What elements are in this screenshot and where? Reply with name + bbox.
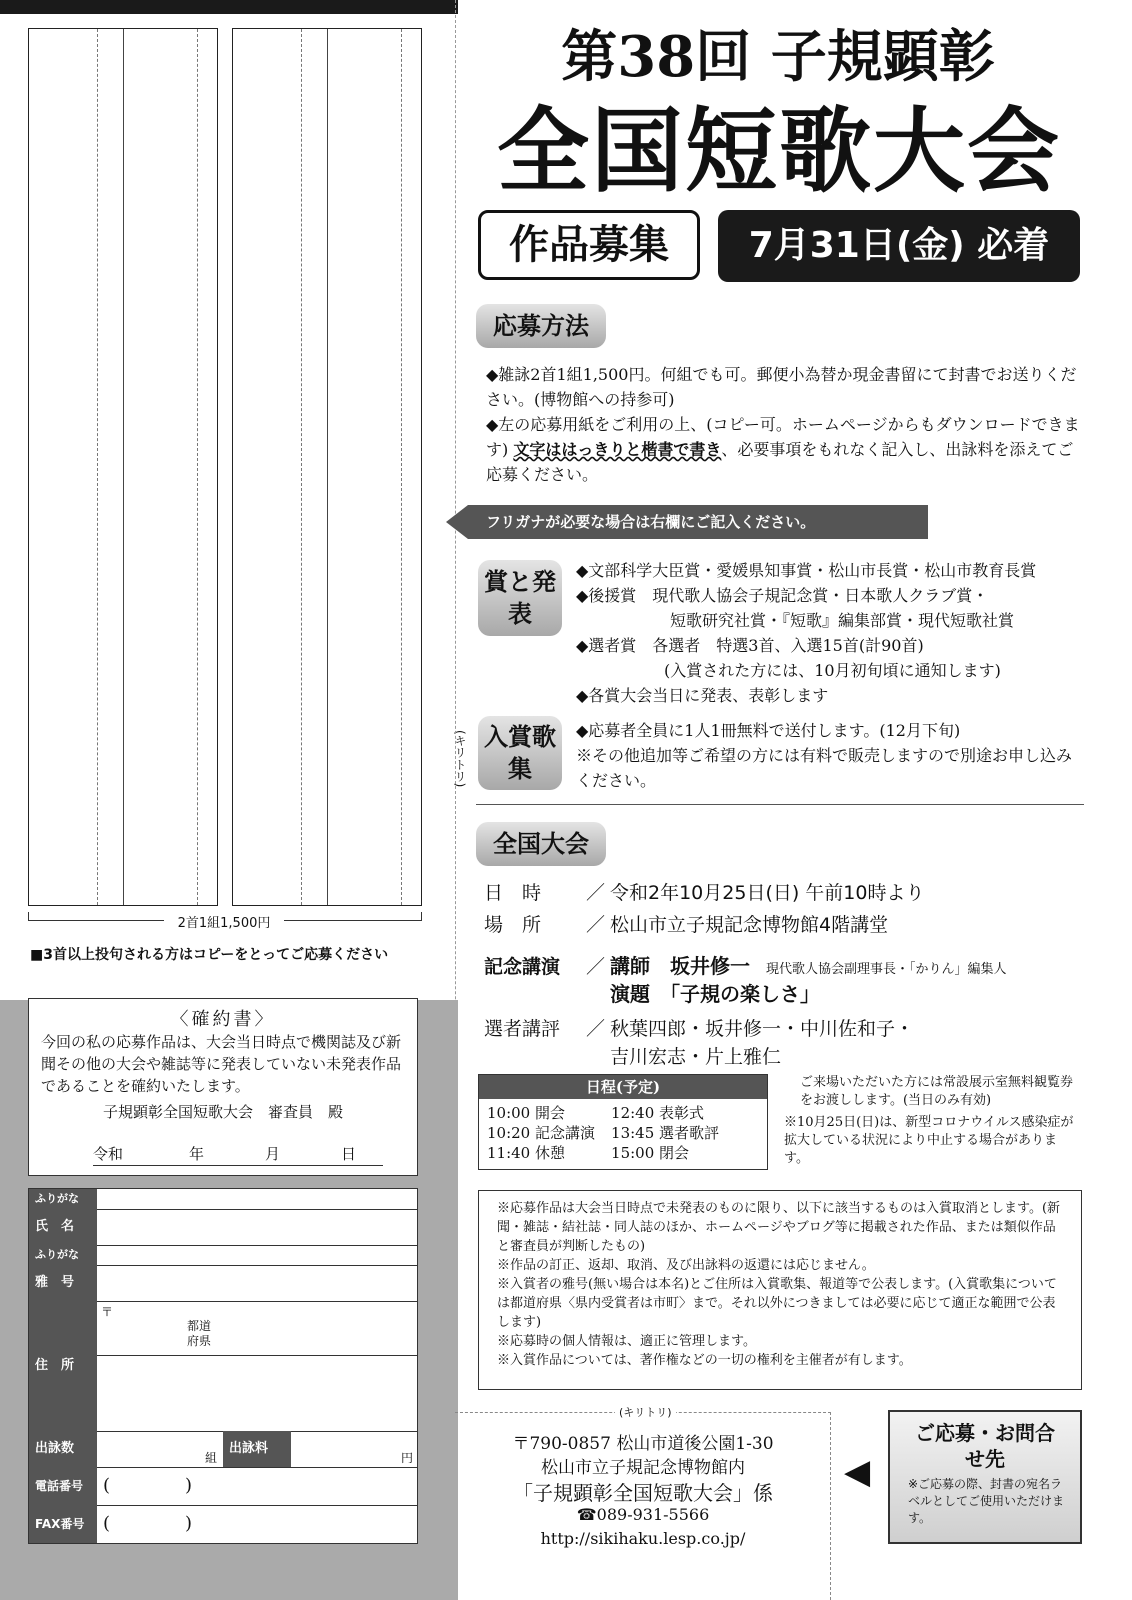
contact-tel: ☎089-931-5566 [576,1505,710,1524]
date-year: 年 [189,1145,205,1163]
awards-heading: 賞と発表 [478,560,562,636]
schedule-item: 10:20 記念講演 [487,1124,596,1142]
application-heading: 応募方法 [476,304,606,348]
slash-2: ／ [586,914,606,936]
schedule-note-1: ご来場いただいた方には常設展示室無料観覧券をお渡しします。(当日のみ有効) [800,1075,1074,1108]
schedule-item: 11:40 休憩 [487,1144,566,1162]
fax-field[interactable]: FAX番号 ( ) [29,1505,417,1543]
cut-label-vertical: (キリトリ) [441,730,469,787]
review-label: 選者講評 [484,1018,561,1040]
slip-caption: 2首1組1,500円 [164,912,284,931]
application-item-2a: ◆左の応募用紙をご利用の上、(コピー可。ホームページからもダウンロードできます) [486,415,1080,459]
contact-box-note: ※ご応募の際、封書の宛名ラベルとしてご使用いただけます。 [908,1477,1065,1525]
awards-line-6: ◆各賞大会当日に発表、表彰します [576,686,829,705]
schedule-item: 13:45 選者歌評 [611,1124,720,1142]
contact-url: http://sikihaku.lesp.co.jp/ [540,1529,746,1548]
pledge-addressee: 子規顕彰全国短歌大会 審査員 殿 [102,1103,343,1121]
phone-field[interactable]: 電話番号 ( ) [29,1467,417,1506]
note-item: ※応募作品は大会当日時点で未発表のものに限り、以下に該当するものは入賞取消とします。(新聞・雑誌・結社誌・同人誌のほか、ホームページやブログ等に掲載された作品、または類似作品と審査員が判断したもの) [497,1201,1061,1254]
name-field[interactable]: 氏 名 [29,1209,417,1246]
schedule-note-2: ※10月25日(日)は、新型コロナウイルス感染症が拡大している状況により中止する場合があります。 [784,1115,1074,1166]
note-item: ※入賞者の雅号(無い場合は本名)とご住所は入賞歌集、報道等で公表します。(入賞歌集については都道府県〈県内受賞者は市町〉まで。それ以外につきましては必要に応じて適正な範囲で公表します) [497,1277,1057,1330]
note-item: ※入賞作品については、著作権などの一切の権利を主催者が有します。 [497,1353,912,1368]
slash-3: ／ [586,956,606,978]
contact-dept: 「子規顕彰全国短歌大会」係 [513,1481,773,1505]
lecturer: 講師 坂井修一 [610,954,750,978]
application-item-2c: 、必要事項をもれなく記入し、出詠料を添えてご応募ください。 [486,440,1074,484]
schedule-title: 日程(予定) [479,1075,767,1099]
phone-paren-open: ( [103,1475,111,1496]
reviewers-2: 吉川宏志・片上雅仁 [610,1046,782,1068]
awards-line-5: (入賞された方には、10月初旬頃に通知します) [664,661,1001,680]
schedule-item: 12:40 表彰式 [611,1104,705,1122]
slash-4: ／ [586,1018,606,1040]
schedule-item: 15:00 閉会 [611,1144,690,1162]
reviewers-1: 秋葉四郎・坂井修一・中川佐和子・ [610,1018,915,1040]
count-unit: 組 [205,1451,218,1465]
title-line-1: 第38回 子規顕彰 [561,24,995,90]
arrow-note-shape [446,505,468,539]
awards-line-4: ◆選者賞 各選者 特選3首、入選15首(計90首) [576,636,924,655]
date-era: 令和 [93,1145,124,1163]
contact-box [888,1410,1082,1544]
address-label [455,1406,831,1600]
awards-line-3: 短歌研究社賞・『短歌』編集部賞・現代短歌社賞 [670,611,1015,630]
cut-label-horizontal: (キリトリ) [615,1404,676,1420]
furigana-row-2[interactable]: ふりがな [29,1245,417,1266]
title-line-2: 全国短歌大会 [496,97,1061,205]
anthology-line-2: ※その他追加等ご希望の方には有料で販売しますので別途お申し込みください。 [576,746,1073,790]
anthology-line-1: ◆応募者全員に1人1冊無料で送付します。(12月下旬) [576,721,961,740]
contact-org: 松山市立子規記念博物館内 [541,1458,745,1478]
pledge-box [28,998,418,1176]
schedule-box [478,1074,768,1170]
fee-input[interactable] [291,1431,417,1467]
date-label: 日 時 [484,882,542,904]
date-day: 日 [341,1145,357,1163]
pen-name-field[interactable]: 雅 号 [29,1265,417,1302]
lecture-topic: 演題 「子規の楽しさ」 [610,982,820,1006]
copy-note: ■3首以上投句される方はコピーをとってご応募ください [30,947,389,963]
awards-line-2: ◆後援賞 現代歌人協会子規記念賞・日本歌人クラブ賞・ [576,586,989,605]
fee-unit: 円 [400,1451,413,1465]
schedule-table [479,1103,727,1163]
furigana-row-1[interactable]: ふりがな [29,1189,417,1210]
notes-box [478,1190,1082,1390]
address-field[interactable]: 住 所 〒 都道府県 [29,1301,417,1432]
place-label: 場 所 [484,914,542,936]
contact-postal: 〒790-0857 松山市道後公園1-30 [512,1434,774,1454]
slash-1: ／ [586,882,606,904]
pledge-body: 今回の私の応募作品は、大会当日時点で機関誌及び新聞その他の大会や雑誌等に発表していない未発表作品であることを確約いたします。 [41,1033,402,1095]
lecture-label: 記念講演 [484,956,561,978]
recruit-badge: 作品募集 [478,210,700,280]
note-item: ※応募時の個人情報は、適正に管理します。 [497,1334,756,1349]
schedule-item: 10:00 開会 [487,1104,566,1122]
fax-paren-open: ( [103,1513,111,1534]
awards-line-1: ◆文部科学大臣賞・愛媛県知事賞・松山市長賞・松山市教育長賞 [576,561,1037,580]
application-item-1: ◆雑詠2首1組1,500円。何組でも可。郵便小為替か現金書留にて封書でお送りください。(博物館への持参可) [486,365,1077,409]
pledge-title: 〈確約書〉 [170,1009,276,1030]
postal-mark: 〒 [101,1305,114,1319]
date-value: 令和2年10月25日(日) 午前10時より [610,882,925,904]
fax-paren-close: ) [185,1513,193,1534]
phone-paren-close: ) [185,1475,193,1496]
application-item-2b: 文字ははっきりと楷書で書き [513,440,722,459]
lecturer-title: 現代歌人協会副理事長・「かりん」編集人 [766,962,1007,977]
anthology-heading: 入賞歌集 [478,716,562,790]
tanka-slip-2[interactable] [232,28,422,906]
convention-heading: 全国大会 [476,822,606,866]
prefecture-label: 都道府県 [187,1319,212,1348]
date-month: 月 [265,1145,281,1163]
deadline-badge: 7月31日(金) 必着 [718,210,1080,282]
tanka-slip-1[interactable] [28,28,218,906]
place-value: 松山市立子規記念博物館4階講堂 [610,914,889,936]
application-item-2 [486,412,1086,487]
entry-form [28,1188,418,1544]
contact-box-title: ご応募・お問合せ先 [915,1421,1055,1471]
top-bar [0,0,458,14]
note-item: ※作品の訂正、返却、取消、及び出詠料の返還には応じません。 [497,1258,875,1273]
count-fee-row: 出詠数 組 出詠料 円 [29,1431,417,1468]
section-divider [476,804,1084,805]
arrow-left-icon: ◀ [844,1452,871,1492]
arrow-note: フリガナが必要な場合は右欄にご記入ください。 [468,505,928,539]
